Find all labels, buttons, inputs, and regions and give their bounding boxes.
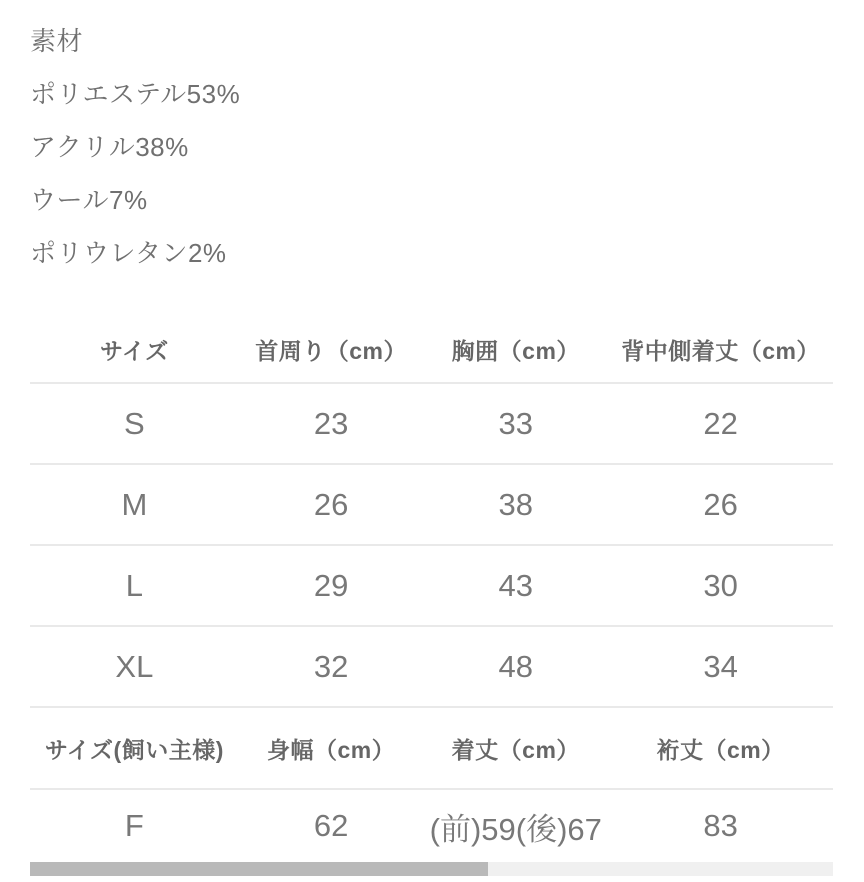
pet-header-neck: 首周り（cm） (255, 338, 407, 364)
pet-size-table-body (30, 383, 833, 707)
pet-header-chest: 胸囲（cm） (451, 338, 580, 364)
table-row-l (30, 545, 833, 626)
size-cell: L (125, 567, 143, 603)
back-length-cell: 22 (703, 405, 738, 441)
pet-header-back-length: 背中側着丈（cm） (621, 338, 820, 364)
pet-header-row (30, 317, 833, 383)
pet-header-size: サイズ (100, 338, 169, 364)
table-row-xl (30, 626, 833, 707)
neck-cell: 23 (313, 405, 349, 441)
size-table-scroll-area[interactable] (30, 317, 833, 876)
body-width-cell: 62 (313, 808, 349, 843)
horizontal-scrollbar-thumb[interactable] (30, 862, 488, 876)
chest-cell: 38 (498, 486, 534, 522)
size-cell: S (124, 405, 145, 441)
table-row-f (30, 789, 833, 862)
horizontal-scrollbar[interactable] (30, 862, 833, 876)
owner-size-table-header (30, 707, 833, 789)
back-length-cell: 26 (703, 486, 738, 522)
material-item-polyurethane: ポリウレタン2% (30, 238, 227, 268)
neck-cell: 29 (313, 567, 349, 603)
chest-cell: 48 (498, 648, 534, 684)
table-row-s (30, 383, 833, 464)
owner-header-size: サイズ(飼い主様) (44, 736, 224, 763)
materials-section (30, 27, 833, 267)
neck-cell: 26 (313, 486, 349, 522)
material-item-wool: ウール7% (30, 185, 148, 215)
length-cell: (前)59(後)67 (429, 811, 602, 847)
owner-header-length: 着丈（cm） (451, 736, 580, 763)
owner-header-sleeve-length: 裄丈（cm） (656, 736, 785, 763)
size-cell: M (121, 486, 148, 522)
owner-header-body-width: 身幅（cm） (266, 736, 396, 763)
material-item-polyester: ポリエステル53% (30, 79, 241, 109)
sleeve-length-cell: 83 (703, 808, 738, 843)
chest-cell: 43 (498, 567, 534, 603)
size-cell: F (124, 808, 144, 843)
table-row-m (30, 464, 833, 545)
owner-size-table-body (30, 789, 833, 862)
pet-size-table-header (30, 317, 833, 383)
material-item-acrylic: アクリル38% (30, 132, 189, 162)
size-table (30, 317, 833, 862)
neck-cell: 32 (313, 648, 349, 684)
back-length-cell: 34 (703, 648, 738, 684)
materials-title: 素材 (30, 26, 84, 56)
size-cell: XL (115, 648, 154, 684)
back-length-cell: 30 (703, 567, 738, 603)
owner-header-row (30, 707, 833, 789)
chest-cell: 33 (498, 405, 534, 441)
